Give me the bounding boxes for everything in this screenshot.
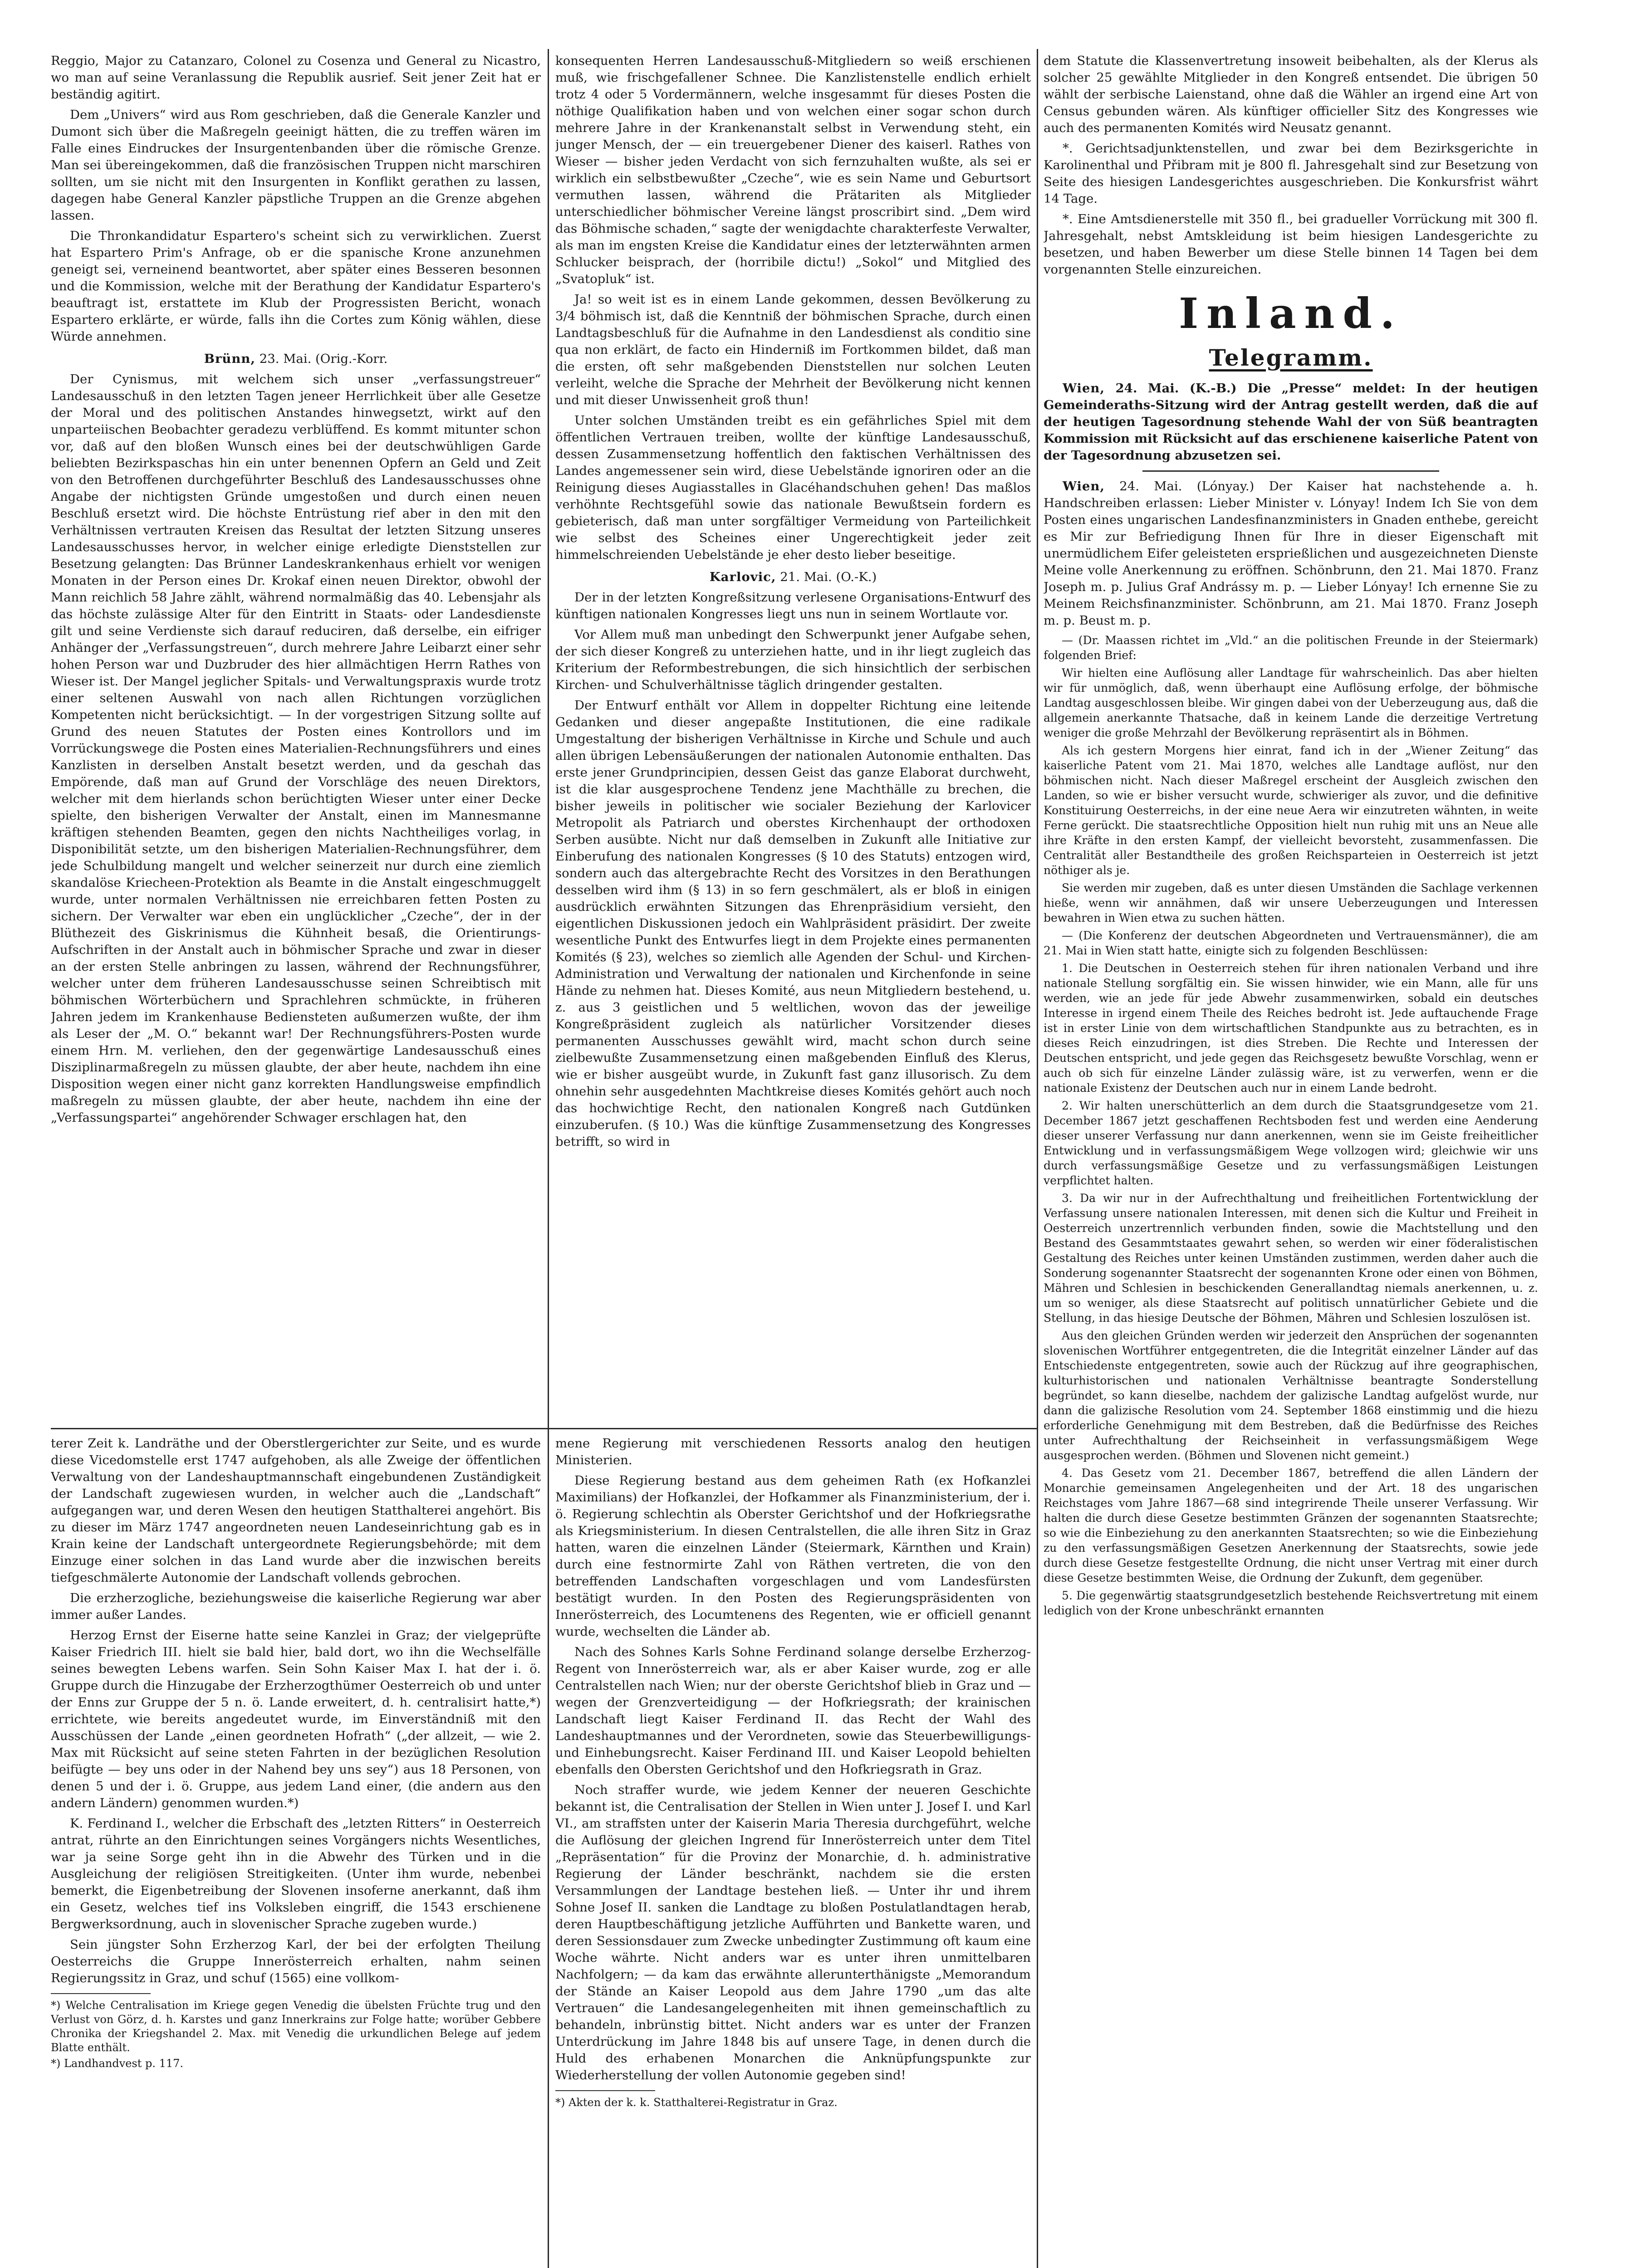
bottom-left-column [51, 1435, 541, 2268]
letter-paragraph: Als ich gestern Morgens hier einrat, fand ich in der „Wiener Zeitung“ das kaiserliche Patent vom 21. Mai 1870, welches alle Landtage auflöst, nur den böhmischen nicht. Nach dieser Maßregel erscheint der Ausgleich zwischen den Landen, so wie er bisher versucht wurde, schwieriger als zuvor, und die definitive Konstituirung Oesterreichs, in der eine neue Aera wir einzutreten wähnten, in weite Ferne gerückt. Die staatsrechtliche Opposition hielt nun ruhig mit uns an Neue alle ihre Kräfte in den ersten Kampf, der vielleicht bevorsteht, zusammenfassen. Die Centralität aller Bestandtheile des großen Reichsparteien in Oesterreich ist jetzt nöthiger als je. [1044, 744, 1538, 877]
resolution-item: Aus den gleichen Gründen werden wir jederzeit den Ansprüchen der sogenannten slovenischen Wortführer entgegentreten, die die Integrität einzelner Länder auf das Entschiedenste entgegentreten, sowie auch der Rückzug auf ihre geographischen, kulturhistorischen und nationalen Verhältnisse beantragte Sonderstellung begründet, so kann dieselbe, nachdem der galizische Landtag aufgelöst wurde, nur dann die galizische Resolution vom 24. September 1868 einstimmig und die hiezu erforderliche Genehmigung mit dem Bestreben, daß die Bedürfnisse des Reiches unter Aufrechthaltung der Reichseinheit in verfassungsmäßigem Wege ausgesprochen werden. (Böhmen und Slovenen nicht gemeint.) [1044, 1329, 1538, 1462]
article-paragraph: mene Regierung mit verschiedenen Ressorts analog den heutigen Ministerien. [555, 1436, 1031, 1467]
article-paragraph: Nach des Sohnes Karls Sohne Ferdinand solange derselbe Erzherzog-Regent von Innerösterreich war, als er aber Kaiser wurde, zog er alle Centralstellen nach Wien; nur der oberste Gerichtshof blieb in Graz und — wegen der Grenzverteidigung — der Hofkriegsrath; der krainischen Landschaft liegt Kaiser Ferdinand II. das Recht der Wahl des Landeshauptmannes und der Verordneten, sowie das Steuerbewilligungs- und Einhebungsrecht. Kaiser Ferdinand III. und Kaiser Leopold behielten ebenfalls den Obersten Gerichtshof und den Hofkriegsrath in Graz. [555, 1645, 1031, 1777]
article-paragraph: Dem „Univers“ wird aus Rom geschrieben, daß die Generale Kanzler und Dumont sich über die Maßregeln geeinigt hätten, die zu treffen wären im Falle eines Eindruckes der Insurgentenbanden über die römische Grenze. Man sei übereingekommen, daß die französischen Truppen nicht marschiren sollten, um sie nicht mit den Insurgenten in Konflikt gerathen zu lassen, dagegen habe General Kanzler päpstliche Truppen an die Grenze abgehen lassen. [51, 108, 541, 223]
resolution-item: 3. Da wir nur in der Aufrechthaltung und freiheitlichen Fortentwicklung der Verfassung unsere nationalen Interessen, mit denen sich die Kultur und Freiheit in Oesterreich unzertrennlich verbunden finden, sowie die Machtstellung und den Bestand des Gesammtstaates gewahrt sehen, so werden wir einer föderalistischen Gestaltung des Reiches unter keinen Umständen zustimmen, werden daher auch die Sonderung sogenannter Staatsrecht der sogenannten Krone oder einen von Böhmen, Mähren und Schlesien in beschickenden Generallandtag niemals anerkennen, u. z. um so weniger, als diese Staatsrecht auf politisch unnatürlicher Gebiete und die Stellung, in das hiesige Deutsche der Böhmen, Mähren und Schlesien loszulösen ist. [1044, 1192, 1538, 1325]
dateline-place: Wien, [1063, 381, 1105, 396]
letter-paragraph: Sie werden mir zugeben, daß es unter diesen Umständen die Sachlage verkennen hieße, wenn wir annähmen, daß wir unsere Ueberzeugungen und Interessen bewahren in Wien etwa zu suchen hätten. [1044, 881, 1538, 924]
dateline-paragraph [555, 569, 1031, 586]
article-paragraph: Die Thronkandidatur Espartero's scheint sich zu verwirklichen. Zuerst hat Espartero Prim's Anfrage, ob er die spanische Krone anzunehmen geneigt sei, verneinend beantwortet, aber später eines Besseren besonnen und die Kommission, welche mit der Berathung der Kandidatur Espartero's beauftragt ist, erstattete im Klub der Progressisten Bericht, wonach Espartero erklärte, er würde, falls ihn die Cortes zum König wählen, diese Würde annehmen. [51, 229, 541, 344]
article-paragraph: Noch straffer wurde, wie jedem Kenner der neueren Geschichte bekannt ist, die Centralisation der Stellen in Wien unter J. Josef I. und Karl VI., am straffsten unter der Kaiserin Maria Theresia durchgeführt, welche die Auflösung der gleichen Ingrend für Innerösterreich unter dem Titel „Repräsentation“ für die Provinz der Monarchie, d. h. administrative Regierung der Länder beschränkt, nachdem sie die ersten Versammlungen der Landtage bestehen ließ. — Unter ihr und ihrem Sohne Josef II. sanken die Landtage zu bloßen Postulatlandtagen herab, deren Hauptbeschäftigung jetzliche Aufführten und Bankette waren, und deren Sessionsdauer zum Zwecke unbedingter Zustimmung oft kaum eine Woche währte. Nicht anders war es unter ihren unmittelbaren Nachfolgern; — da kam das erwähnte allerunterthänigste „Memorandum der Stände an Kaiser Leopold aus dem Jahre 1790 „um das alte Vertrauen“ die Landesangelegenheiten mit ihnen gemeinschaftlich zu behandeln, inbrünstig bittet. Nicht anders war es unter der Franzen Unterdrückung im Jahre 1848 bis auf unsere Tage, in denen durch die Huld des erhabenen Monarchen die Anknüpfungspunkte zur Wiederherstellung der vollen Autonomie gegeben sind! [555, 1783, 1031, 2082]
footnote: *) Akten der k. k. Statthalterei-Registratur in Graz. [555, 2096, 838, 2109]
article-paragraph: terer Zeit k. Landräthe und der Oberstlergerichter zur Seite, und es wurde diese Vicedomstelle erst 1747 aufgehoben, als alle Zweige der öffentlichen Verwaltung von der Landeshauptmannschaft eingebundenen Zuständigkeit der Landschaft zugewiesen wurden, in welcher auch die „Landschaft“ aufgegangen war, und deren Wesen den heutigen Statthalterei angehört. Bis zu dieser im März 1747 angeordneten neuen Landeseinrichtung gab es in Krain keine der Landschaft untergeordnete Regierungsbehörde; mit dem Einzuge einer solchen in das Land wurde aber die inzwischen bereits tiefgeschmälerte Autonomie der Landschaft vollends gebrochen. [51, 1436, 541, 1585]
top-left-column [51, 53, 541, 1422]
article-paragraph: Ja! so weit ist es in einem Lande gekommen, dessen Bevölkerung zu 3/4 böhmisch ist, daß die Kenntniß der böhmischen Sprache, durch einen Landtagsbeschluß für die Aufnahme in den Landesdienst als conditio sine qua non erklärt, de facto ein Hinderniß im Fortkommen bildet, daß man die ersten, oft sehr maßgebenden Dienststellen nur solchen Leuten verleiht, welche die Sprache der Mehrheit der Bevölkerung nicht kennen und mit dieser Unwissenheit groß thun! [555, 292, 1031, 407]
top-middle-column [555, 53, 1031, 1422]
bottom-middle-column [555, 1435, 1031, 2268]
article-paragraph: Herzog Ernst der Eiserne hatte seine Kanzlei in Graz; der vielgeprüfte Kaiser Friedrich III. hielt sie bald hier, bald dort, wo ihn die Wechselfälle seines bewegten Lebens warfen. Sein Sohn Kaiser Max I. hat der i. ö. Gruppe durch die Hinzugabe der Erzherzogthümer Oesterreich ob und unter der Enns zur Gruppe der 5 n. ö. Lande erweitert, d. h. centralisirt hatte,*) errichtete, wie bereits angedeutet wurde, im Einverständniß mit den Ausschüssen der Lande „einen geordneten Hofrath“ („der allzeit, — wie 2. Max mit Rücksicht auf seine steten Fahrten in der bezüglichen Resolution beifügte — bey uns oder in der Nahend bey uns sey“) aus 18 Personen, von denen 5 und der i. ö. Gruppe, aus jedem Land einer, (die andern aus den andern Ländern) genommen wurden.*) [51, 1628, 541, 1810]
telegram-title: Telegramm. [1209, 344, 1373, 371]
notice-paragraph: *. Gerichtsadjunktenstellen, und zwar bei dem Bezirksgerichte in Karolinenthal und Přibram mit je 800 fl. Jahresgehalt sind zur Besetzung von Seite des hiesigen Landesgerichtes ausgeschrieben. Die Konkursfrist währt 14 Tage. [1044, 141, 1538, 206]
article-paragraph [1044, 478, 1538, 629]
article-paragraph: Die erzherzogliche, beziehungsweise die kaiserliche Regierung war aber immer außer Landes. [51, 1591, 541, 1622]
resolution-item: 5. Die gegenwärtig staatsgrundgesetzlich bestehende Reichsvertretung mit einem lediglich von der Krone unbeschränkt ernannten [1044, 1589, 1538, 1617]
telegram-paragraph [1044, 380, 1538, 464]
dateline-place: Wien, [1063, 479, 1105, 494]
column-divider-left [548, 49, 549, 2268]
right-column [1044, 53, 1538, 2268]
dateline-detail: 23. Mai. (Orig.-Korr. [255, 352, 388, 366]
article-paragraph: Sein jüngster Sohn Erzherzog Karl, der bei der erfolgten Theilung Oesterreichs die Gruppe Innerösterreich erhalten, nahm seinen Regierungssitz in Graz, und schuf (1565) eine vollkom- [51, 1937, 541, 1985]
footnote: *) Landhandvest p. 117. [51, 2057, 184, 2070]
article-paragraph: Vor Allem muß man unbedingt den Schwerpunkt jener Aufgabe sehen, der sich dieser Kongreß zu unterziehen hatte, und in ihr liegt zugleich das Kriterium der Reformbestrebungen, die sich hinsichtlich der serbischen Kirchen- und Schulverhältnisse täglich dringender gestalten. [555, 627, 1031, 692]
article-paragraph: Der Cynismus, mit welchem sich unser „verfassungstreuer“ Landesausschuß in den letzten Tagen jeneer Herrlichkeit über alle Gesetze der Moral und des politischen Anstandes hinwegsetzt, wirkt auf den unparteiischen Beobachter geradezu verblüffend. Es kommt mitunter schon vor, daß auf den bloßen Wunsch eines bei der deutschwühligen Garde beliebten Bezirkspaschas hin ein unter benennen Opfern an Geld und Zeit von den Betroffenen durchgeführter Beschluß des Landesausschusses ohne Angabe der nichtigsten Gründe umgestoßen und durch einen neuen Beschluß ersetzt wird. Die höchste Entrüstung rief aber in den mit den Verhältnissen vertrauten Kreisen das Resultat der letzten Sitzung unseres Landesausschusses hervor, in welcher einige erledigte Dienststellen zur Besetzung gelangten: Das Brünner Landeskrankenhaus erhielt vor wenigen Monaten in der Person eines Dr. Krokaf einen neuen Direktor, obwohl der Mann reichlich 58 Jahre zählt, während normalmäßig das 40. Lebensjahr als das höchste zulässige Alter für den Eintritt in Staats- oder Landesdienste gilt und seine Verdienste sich darauf reduciren, daß derselbe, ein eifriger Anhänger der „Verfassungstreuen“, durch mehrere Jahre Leibarzt einer sehr hohen Person war und Duzbruder des hier allmächtigen Herrn Rathes von Wieser ist. Der Mangel jeglicher Spitals- und Verwaltungspraxis wurde trotz einer seltenen Auswahl von nach allen Richtungen vorzüglichen Kompetenten nicht berücksichtigt. — In der vorgestrigen Sitzung sollte auf Grund des neuen Statutes der Posten eines Kontrollors und im Vorrückungswege die Posten eines Materialien-Rechnungsführers und eines Kanzlisten in derselben Anstalt besetzt werden, und da geschah das Empörende, daß man auf Grund der Vorschläge des neuen Direktors, welcher mit dem hierlands schon berüchtigten Wieser unter einer Decke spielte, den bisherigen Verwalter der Anstalt, einen im Mannesmanne kräftigen stehenden Beamten, gegen den nichts Nachtheiliges vorlag, in Disponibilität setzte, um den bisherigen Materialien-Rechnungsführer, dem jede Schulbildung mangelt und welcher seinerzeit nur durch eine ziemlich skandalöse Kriecheen-Protektion als Beamte in die Anstalt eingeschmuggelt wurde, unter normalen Verhältnissen nie erreichbaren fetten Posten zu sichern. Der Verwalter war eben ein unglücklicher „Czeche“, der in der Blüthezeit des Giskrinismus die Kühnheit besaß, die Orientirungs-Aufschriften in der Anstalt auch in böhmischer Sprache und zwar in dieser an der ersten Stelle anbringen zu lassen, während der Rechnungsführer, welcher unter dem früheren Landesausschusse seinen Schreibtisch mit böhmischen Wörterbüchern und Sprachlehren schmückte, in früheren Jahren jedem im Krankenhause Bediensteten außumerzen wußte, der ihm als Leser der „M. O.“ bekannt war! Der Rechnungsführers-Posten wurde einem Hrn. M. verliehen, den der gegenwärtige Landesausschuß eines Disziplinarmaßregeln zu müssen glaubte, der aber heute, nachdem ihn eine Disposition wegen einer nicht ganz korrekten Handlungsweise empfindlich maßregeln zu müssen glaubte, der aber heute, nachdem ihn eine der „Verfassungspartei“ angehörender Schwager erschlagen hat, den [51, 372, 541, 1125]
column-divider-right [1037, 49, 1038, 2268]
article-paragraph: konsequenten Herren Landesausschuß-Mitgliedern so weiß erschienen muß, wie frischgefallener Schnee. Die Kanzlistenstelle endlich erhielt trotz 4 oder 5 Vordermännern, welche insgesammt für dieses Posten die nöthige Qualifikation haben und von welchen einer sogar schon durch mehrere Jahre in der Krankenanstalt selbst in Verwendung steht, ein junger Mensch, der — ein treuergebener Diener des kaiserl. Rathes von Wieser — bisher jeden Verdacht von sich fernzuhalten wußte, als sei er wirklich ein selbstbewußter „Czeche“, wie es sein Name und Geburtsort vermuthen lassen, während die Prätariten als Mitglieder unterschiedlicher böhmischer Vereine längst proscribirt sind. „Dem wird das Böhmische schaden,“ sagte der wenigdachte charakterfeste Verwalter, als man im engsten Kreise die Kandidatur eines der letzterwähnten armen Schlucker beisprach, der (horribile dictu!) „Sokol“ und Mitglied des „Svatopluk“ ist. [555, 54, 1031, 286]
section-divider [51, 1428, 1037, 1429]
article-paragraph: Der Entwurf enthält vor Allem in doppelter Richtung eine leitende Gedanken und dieser angepaßte Institutionen, die eine radikale Umgestaltung der bisherigen Verhältnisse in Kirche und Schule und auch allen übrigen Lebensäußerungen der nationalen Autonomie enthalten. Das erste jener Grundprincipien, dessen Geist das ganze Elaborat durchweht, ist die klar ausgesprochene Tendenz jene Machthälle zu brechen, die bisher jeweils in politischer wie socialer Beziehung der Karlovicer Metropolit als Patriarch und oberstes Kirchenhaupt der orthodoxen Serben ausübte. Nicht nur daß demselben in Zukunft alle Initiative zur Einberufung des nationalen Kongresses (§ 10 des Statuts) entzogen wird, sondern auch das altergebrachte Recht des Vorsitzes in den Berathungen desselben wird ihm (§ 13) in so fern geschmälert, als er bloß in einigen ausdrücklich erwähnten Sitzungen das Ehrenpräsidium versieht, den eigentlichen Diskussionen jedoch ein Wahlpräsident präsidirt. Der zweite wesentliche Punkt des Entwurfes liegt in dem Projekte eines permanenten Komités (§ 23), welches so ziemlich alle Agenden der Schul- und Kirchen-Administration und Verwaltung der nationalen und Kirchenfonde in seine Hände zu nehmen hat. Dieses Komité, aus neun Mitgliedern bestehend, u. z. aus 3 geistlichen und 5 weltlichen, wovon das der jeweilige Kongreßpräsident zugleich als natürlicher Vorsitzender dieses permanenten Ausschusses gewählt wird, macht schon durch seine zielbewußte Zusammensetzung einen maßgebenden Einfluß des Klerus, wie er bisher ausgeübt wurde, in Zukunft fast ganz illusorisch. Zu dem ohnehin sehr ausgedehnten Machtkreise dieses Komités gehört auch noch das hochwichtige Recht, den nationalen Kongreß nach Gutdünken einzuberufen. (§ 10.) Was die künftige Zusammensetzung des Kongresses betrifft, so wird in [555, 698, 1031, 1149]
resolution-item: 1. Die Deutschen in Oesterreich stehen für ihren nationalen Verband und ihre nationale Stellung sorgfältig ein. Sie wissen hinwider, wie ein Mann, alle für uns werden, wie an jede für jede Abwehr zusammenwirken, sobald ein deutsches Interesse in irgend einem Theile des Reiches bedroht ist. Jede auftauchende Frage ist in erster Linie von dem wirtschaftlichen Standpunkte aus zu betrachten, es in dieses Reich einzudringen, ist dies Streben. Die Rechte und Interessen der Deutschen entspricht, und jede gegen das Reichsgesetz bewußte Vorschlag, wenn er auch ob sich für einzelne Länder zulässig wäre, ist zu verwerfen, wenn er die nationale Existenz der Deutschen auch nur in einem Lande bedroht. [1044, 962, 1538, 1095]
footnote-rule [555, 2090, 655, 2091]
article-paragraph: dem Statute die Klassenvertretung insoweit beibehalten, als der Klerus als solcher 25 gewählte Mitglieder in den Kongreß entsendet. Die übrigen 50 wählt der serbische Laienstand, ohne daß die Wähler an irgend eine Art von Census gebunden wären. Als künftiger officieller Sitz des Kongresses wie auch des permanenten Komités wird Neusatz genannt. [1044, 54, 1538, 135]
article-paragraph: Reggio, Major zu Catanzaro, Colonel zu Cosenza und General zu Nicastro, wo man auf seine Veranlassung die Republik ausrief. Seit jener Zeit hat er beständig agitirt. [51, 54, 541, 102]
article-paragraph: K. Ferdinand I., welcher die Erbschaft des „letzten Ritters“ in Oesterreich antrat, rührte an den Einrichtungen seines Vorgängers nichts Wesentliches, war ja seine Sorge geht ihn in die Abwehr des Türken und in die Ausgleichung der religiösen Streitigkeiten. (Unter ihm wurde, nebenbei bemerkt, die Eigenbetreibung der Slovenen insoferne anerkannt, daß ihm ein Gesetz, welches tief ins Volksleben eingriff, die 1543 erschienene Bergwerksordnung, auch in slovenischer Sprache zugeben wurde.) [51, 1816, 541, 1931]
dateline-place: Brünn, [204, 352, 255, 366]
divider [1142, 470, 1439, 472]
article-text: 24. Mai. (Lónyay.) Der Kaiser hat nachstehende a. h. Handschreiben erlassen: Lieber Minister v. Lónyay! Indem Ich Sie von dem Posten eines ungarischen Landesfinanzministers in Gnaden enthebe, gereicht es Mir zur Befriedigung Ihnen für Ihre in dieser Eigenschaft mit unermüdlichem Eifer geleisteten ersprießlichen und ausgezeichneten Dienste Meine volle Anerkennung zu eröffnen. Schönbrunn, den 21. Mai 1870. Franz Joseph m. p. Julius Graf Andrássy m. p. — Lieber Lónyay! Ich ernenne Sie zu Meinem Reichsfinanzminister. Schönbrunn, am 21. Mai 1870. Franz Joseph m. p. Beust m. p. [1044, 479, 1538, 628]
article-paragraph: Der in der letzten Kongreßsitzung verlesene Organisations-Entwurf des künftigen nationalen Kongresses liegt uns nun in seinem Wortlaute vor. [555, 590, 1031, 621]
section-title: Inland. [1179, 289, 1403, 338]
notice-paragraph: *. Eine Amtsdienerstelle mit 350 fl., bei gradueller Vorrückung mit 300 fl. Jahresgehalt, nebst Amtskleidung ist beim hiesigen Landesgerichte zu besetzen, und haben Bewerber um diese Stelle binnen 14 Tagen bei dem vorgenannten Stelle einzureichen. [1044, 212, 1538, 277]
letter-paragraph: Wir hielten eine Auflösung aller Landtage für wahrscheinlich. Das aber hielten wir für unmöglich, daß, wenn überhaupt eine Auflösung erfolge, der böhmische Landtag ausgeschlossen bleibe. Wir gingen dabei von der Ueberzeugung aus, daß die allgemein anerkannte Thatsache, daß in keinem Lande die derzeitige Vertretung weniger die große Mehrzahl der Bevölkerung repräsentirt als in Böhmen. [1044, 666, 1538, 739]
dateline-place: Karlovic, [709, 570, 776, 584]
letter-paragraph: — (Die Konferenz der deutschen Abgeordneten und Vertrauensmänner), die am 21. Mai in Wien statt hatte, einigte sich zu folgenden Beschlüssen: [1044, 929, 1538, 957]
dateline-paragraph [51, 351, 541, 367]
footnote-rule [51, 1993, 151, 1994]
article-paragraph: Diese Regierung bestand aus dem geheimen Rath (ex Hofkanzlei Maximilians) der Hofkanzlei, der Hofkammer als Finanzministerium, der i. ö. Regierung schlechtin als Oberster Gerichtshof und der Hofkriegsrathe als Kriegsministerium. In diesen Centralstellen, die alle ihren Sitz in Graz hatten, waren die einzelnen Länder (Steiermark, Kärnthen und Krain) durch eine festnormirte Zahl von Räthen vertreten, die von den betreffenden Landschaften vorgeschlagen und vom Landesfürsten bestätigt wurden. In den Posten des Regierungspräsidenten von Innerösterreich, des Locumtenens des Regenten, wie er officiell genannt wurde, wechselten die Länder ab. [555, 1473, 1031, 1639]
article-paragraph: Unter solchen Umständen treibt es ein gefährliches Spiel mit dem öffentlichen Vertrauen treiben, wollte der künftige Landesausschuß, dessen Zusammensetzung hoffentlich den faktischen Verhältnissen des Landes angemessener sein wird, diese Uebelstände ignoriren oder an die Reinigung dieses Augiasstalles in Glacéhandschuhen gehen! Das maßlos verhöhnte Rechtsgefühl sowie das nationale Bewußtsein fordern es gebieterisch, daß man unter sorgfältiger Vermeidung von Parteilichkeit wie selbst des Scheines einer Ungerechtigkeit jeder zeit himmelschreienden Uebelstände je eher desto lieber beseitige. [555, 413, 1031, 562]
resolution-item: 4. Das Gesetz vom 21. December 1867, betreffend die allen Ländern der Monarchie gemeinsamen Angelegenheiten und der Art. 18 des ungarischen Reichstages vom Jahre 1867—68 sind integrirende Theile unserer Verfassung. Wir halten die durch diese Gesetze bestimmten Gränzen der sogenannten Staatsrechte; so wie die Einbeziehung zu den anerkannten Staatsrechten; so wie die Einbeziehung zu den verfassungsmäßigen Gesetzen Anerkennung der Staatsrechts, sowie jede durch diese Gesetze festgestellte Ordnung, die nicht unser Vertrag mit einer durch diese Gesetze bestimmten Weise, die Ordnung der Zukunft, dem gegenüber. [1044, 1466, 1538, 1584]
telegram-text: 24. Mai. (K.-B.) Die „Presse“ meldet: In der heutigen Gemeinderaths-Sitzung wird der Antrag gestellt werden, daß die auf der heutigen Tagesordnung stehende Wahl der von Süß beantragten Kommission mit Rücksicht auf das erschienene kaiserliche Patent von der Tagesordnung abzusetzen sei. [1044, 381, 1538, 463]
resolution-item: 2. Wir halten unerschütterlich an dem durch die Staatsgrundgesetze vom 21. December 1867 jetzt geschaffenen Rechtsboden fest und werden eine Aenderung dieser unserer Verfassung nur dann anerkennen, wenn sie im Geiste freiheitlicher Entwicklung und in verfassungsmäßigem Wege vollzogen wird; gleichwie wir uns durch verfassungsmäßige Gesetze und zu verfassungsmäßigen Leistungen verpflichtet halten. [1044, 1099, 1538, 1187]
footnote: *) Welche Centralisation im Kriege gegen Venedig die übelsten Früchte trug und den Verlust von Görz, d. h. Karstes und ganz Innerkrains zur Folge hatte; worüber Gebbere Chronika der Kriegshandel 2. Max. mit Venedig die urkundlichen Belege auf jedem Blatte enthält. [51, 1999, 541, 2054]
article-paragraph: — (Dr. Maassen richtet im „Vld.“ an die politischen Freunde in der Steiermark) folgenden Brief: [1044, 634, 1538, 662]
dateline-detail: 21. Mai. (O.-K.) [776, 570, 877, 584]
